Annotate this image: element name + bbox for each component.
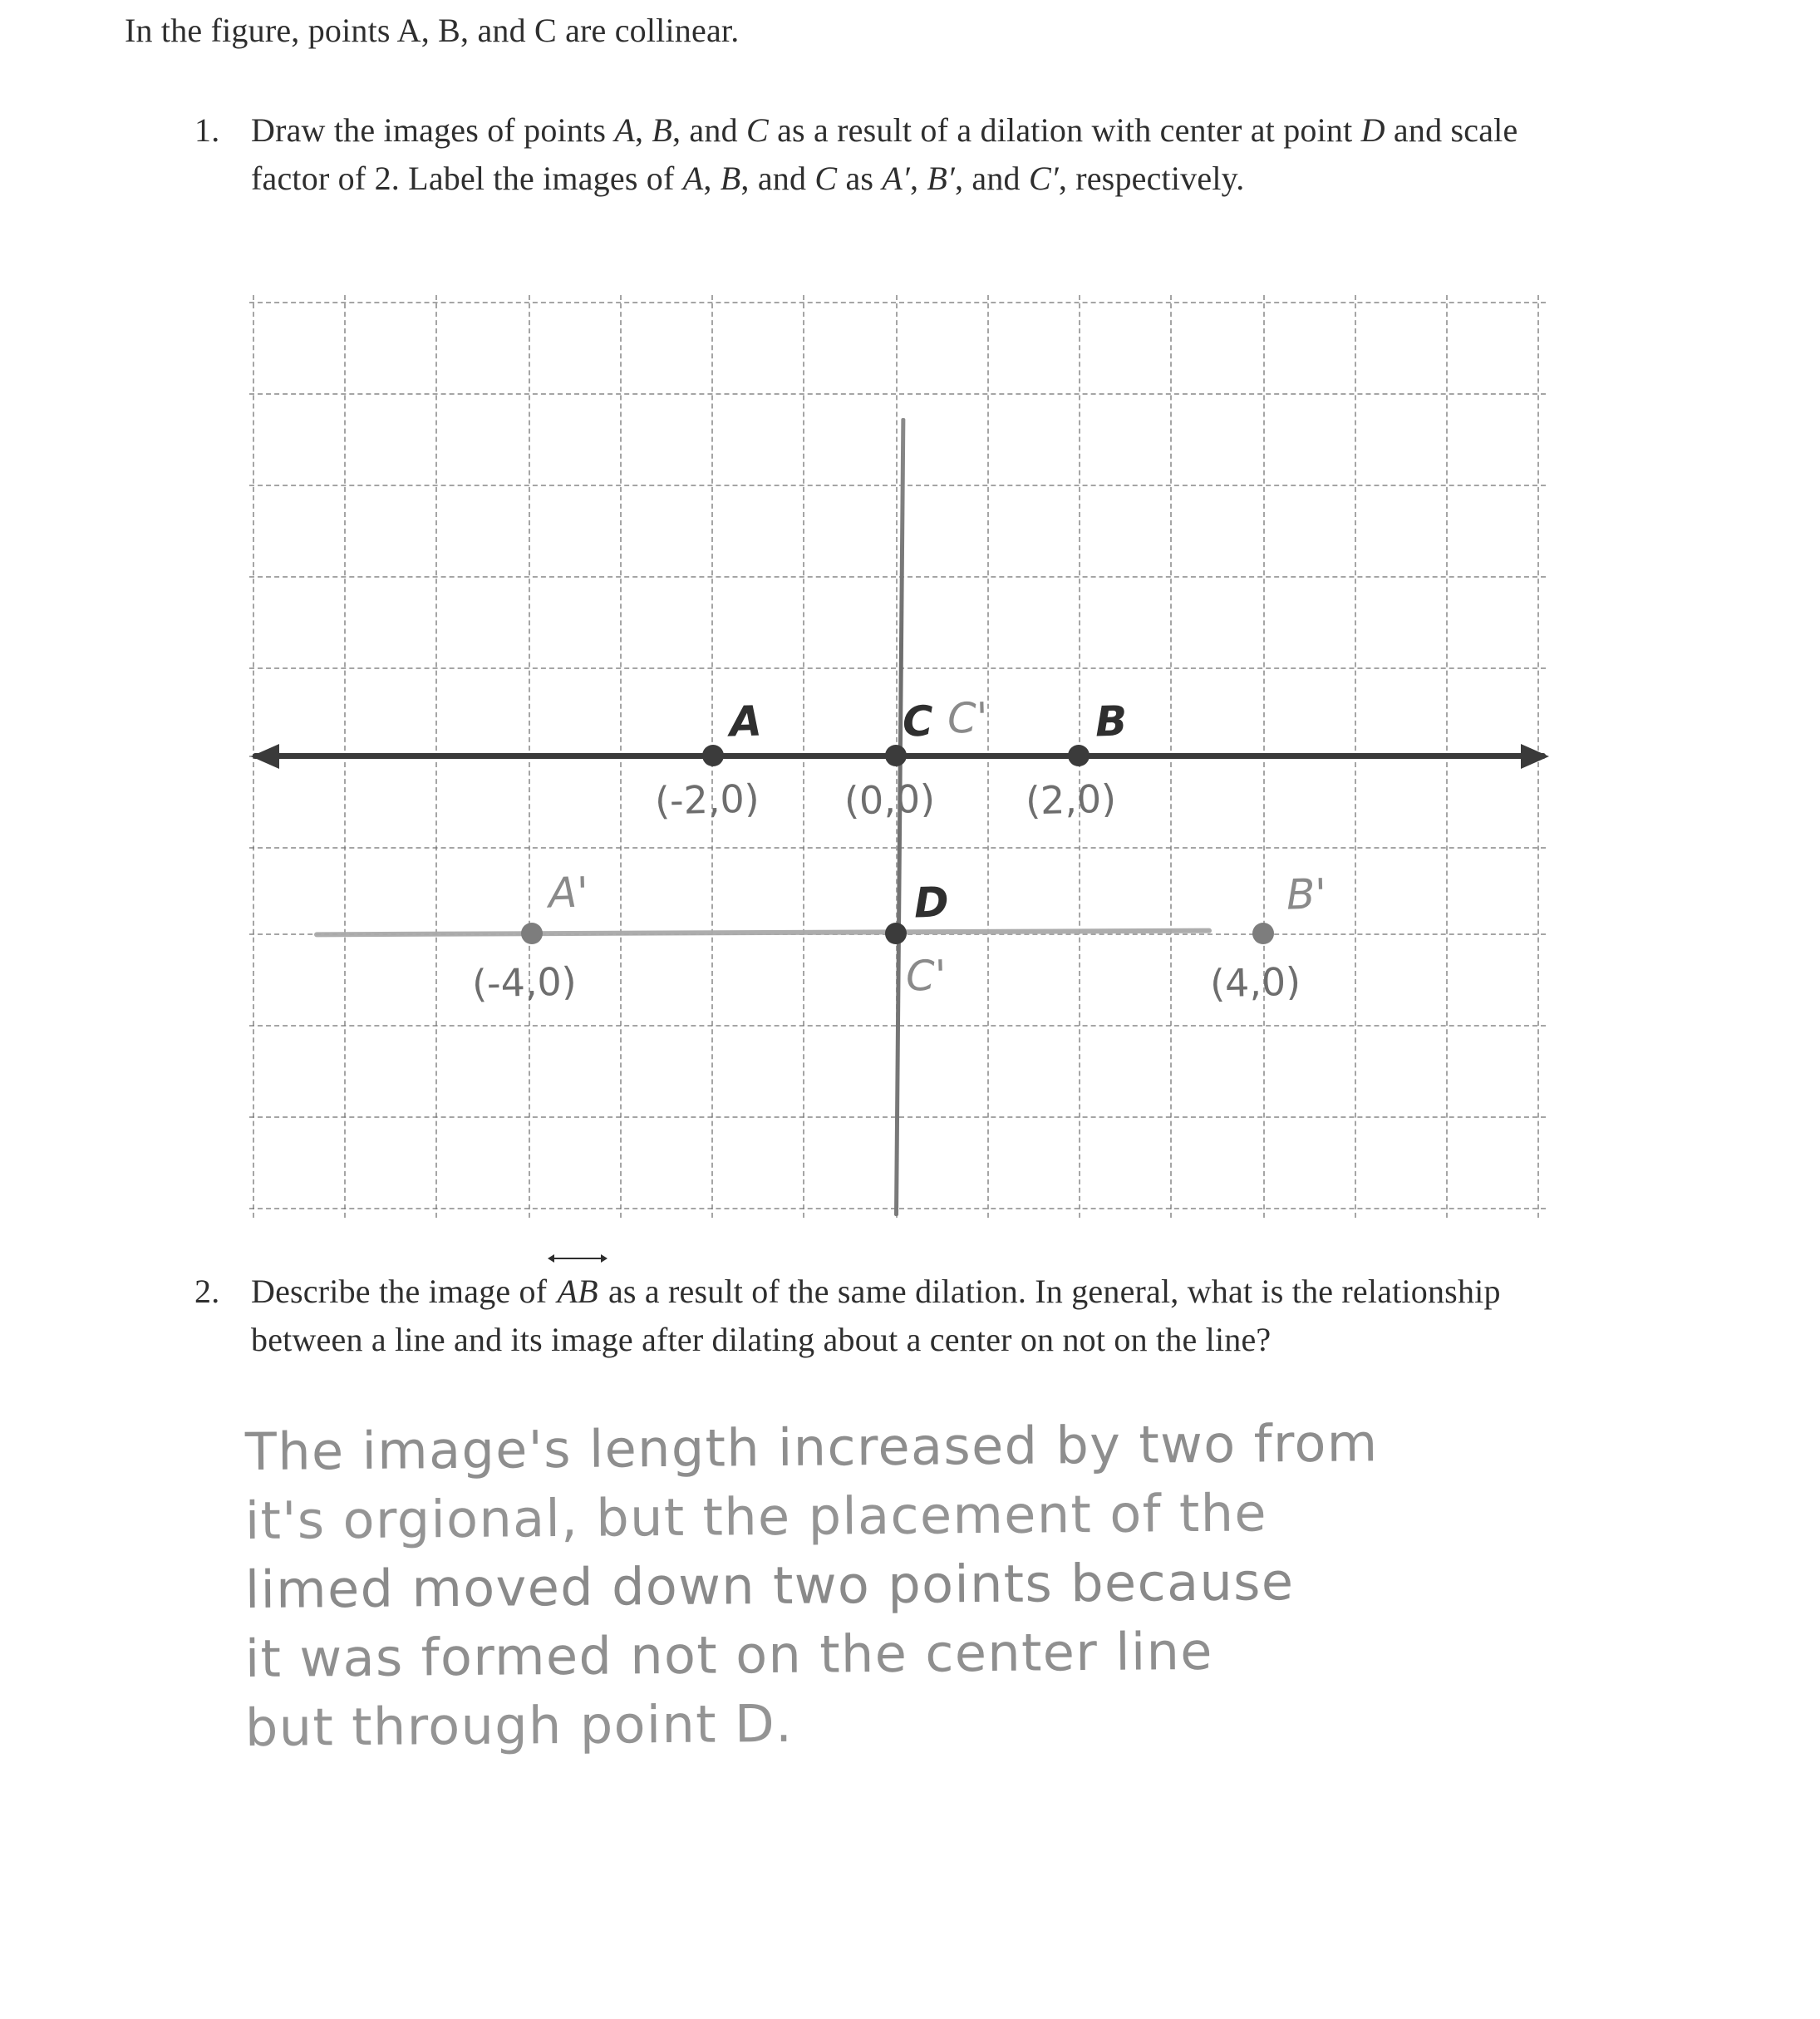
- q1-sep-6: ,: [910, 159, 927, 197]
- q1-sep-5: as: [837, 159, 883, 197]
- q1-var-c-prime: C′: [1028, 159, 1059, 197]
- q1-var-c2: C: [814, 159, 838, 197]
- label-c-prime-bottom: C': [905, 951, 947, 1001]
- handwritten-answer: [244, 1412, 1699, 1762]
- q2-line1-post: as a result of the same dilation. In general, what is: [599, 1273, 1284, 1310]
- q1-sep-3: ,: [703, 159, 721, 197]
- double-arrow-overline-icon: [553, 1258, 601, 1259]
- q1-var-a: A: [614, 111, 635, 149]
- q1-var-a2: A: [682, 159, 704, 197]
- point-a-prime: [521, 923, 543, 944]
- question-2-number: 2.: [194, 1273, 220, 1310]
- q1-sep-1: ,: [634, 111, 652, 149]
- x-axis-left-arrow-icon: [251, 744, 279, 769]
- q1-var-b: B: [652, 111, 673, 149]
- label-a: A: [729, 697, 763, 746]
- point-c-origin: [885, 745, 907, 766]
- grid-line-h: [249, 302, 1546, 303]
- question-1-body: [251, 106, 1597, 202]
- q1-sep-2: , and: [672, 111, 746, 149]
- q1-var-d: D: [1360, 111, 1385, 149]
- question-1-number: 1.: [194, 111, 220, 149]
- label-a-prime: A': [548, 868, 589, 918]
- label-b: B: [1094, 697, 1128, 746]
- line-ab-notation: [555, 1268, 599, 1316]
- label-b-prime-coord: (4,0): [1209, 958, 1301, 1007]
- answer-line: it was formed not on the center line: [244, 1621, 1214, 1690]
- q1-sep-7: , and: [955, 159, 1021, 197]
- question-2-body: [251, 1268, 1597, 1363]
- question-2: [191, 1268, 1597, 1363]
- point-b-prime: [1252, 923, 1274, 944]
- x-axis-right-arrow-icon: [1521, 744, 1549, 769]
- line-ab-text: AB: [557, 1273, 598, 1310]
- q1-var-c: C: [746, 111, 769, 149]
- intro-text-content: In the figure, points A, B, and C are collinear.: [125, 12, 740, 49]
- q2-line1-pre: Describe the image of: [251, 1273, 556, 1310]
- intro-text: [125, 8, 1704, 53]
- answer-line: but through point D.: [244, 1693, 794, 1759]
- label-b-prime: B': [1286, 869, 1327, 919]
- label-a-coord: (-2,0): [654, 776, 760, 824]
- q1-var-b2: B: [720, 159, 741, 197]
- label-b-coord: (2,0): [1025, 776, 1117, 824]
- label-c-prime-top: C': [947, 693, 989, 743]
- answer-line: it's orgional, but the placement of the: [244, 1482, 1268, 1552]
- coordinate-graph: [249, 295, 1546, 1218]
- answer-line: limed moved down two points because: [244, 1551, 1295, 1621]
- q1-line3-post: , respectively.: [1058, 159, 1245, 197]
- q1-line2-mid: and scale factor of 2. Label the images of: [251, 111, 1518, 197]
- grid-line-h: [249, 576, 1546, 578]
- point-d: [885, 923, 907, 944]
- label-a-prime-coord: (-4,0): [471, 958, 578, 1007]
- grid-line-h: [249, 485, 1546, 486]
- q1-sep-4: , and: [740, 159, 815, 197]
- label-c: C: [902, 697, 934, 746]
- point-a: [702, 745, 724, 766]
- point-b: [1068, 745, 1090, 766]
- question-1: [191, 106, 1597, 202]
- grid-line-h: [249, 393, 1546, 395]
- q2-line2: the relationship between a line and its image after dilating about a center on: [251, 1273, 1501, 1358]
- label-c-coord: (0,0): [844, 776, 936, 824]
- answer-line: The image's length increased by two from: [244, 1412, 1379, 1482]
- q1-var-a-prime: A′: [882, 159, 910, 197]
- q1-line1-pre: Draw the images of points: [251, 111, 615, 149]
- grid-line-h: [249, 667, 1546, 669]
- q2-line3: not on the line?: [1062, 1320, 1272, 1358]
- q1-var-b-prime: B′: [927, 159, 955, 197]
- q1-line1-post: as a result of a dilation with center at: [768, 111, 1275, 149]
- label-d: D: [913, 878, 950, 928]
- q1-line2-pre: point: [1283, 111, 1361, 149]
